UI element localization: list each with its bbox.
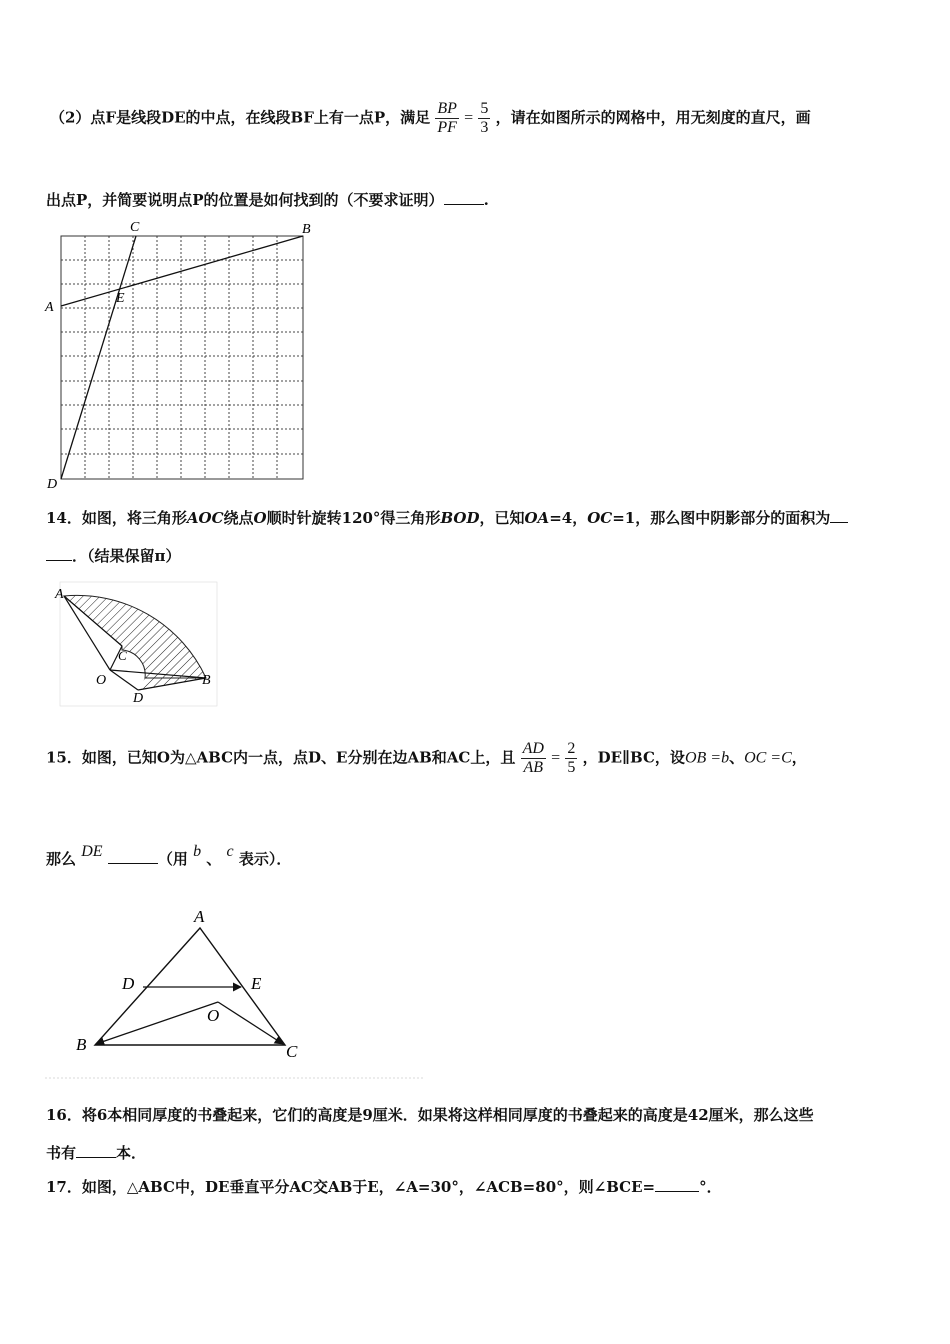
q16-line2-b: 本． bbox=[116, 1144, 147, 1162]
q15-value-den: 5 bbox=[567, 759, 576, 776]
q15-l2a: 那么 bbox=[46, 850, 77, 868]
q14-label-b: B bbox=[202, 673, 211, 688]
q14-p1: 14．如图，将三角形 bbox=[46, 509, 187, 527]
q13-line-cd bbox=[61, 236, 136, 479]
q16-line1 bbox=[46, 1104, 814, 1125]
q13-value-num: 5 bbox=[480, 100, 489, 117]
q13-label-c: C bbox=[130, 220, 140, 235]
q13-line1 bbox=[50, 100, 811, 137]
q15-label-o: O bbox=[207, 1006, 220, 1025]
q15-label-b: B bbox=[76, 1035, 87, 1054]
q15-l2d: 表示）． bbox=[238, 850, 292, 868]
q13-label-d: D bbox=[47, 477, 58, 491]
q13-line-ab bbox=[61, 236, 303, 306]
q15-label-a: A bbox=[194, 907, 205, 926]
q15-p1: 15．如图，已知O为△ABC内一点，点D、E分别在边AB和AC上，且 bbox=[46, 748, 516, 767]
q14-figure bbox=[50, 578, 230, 708]
q13-grid-border bbox=[61, 236, 303, 479]
q15-equals: = bbox=[551, 749, 561, 767]
q15-value-num: 2 bbox=[567, 740, 576, 757]
q15-vector-de: DE bbox=[81, 843, 103, 860]
q13-answer-blank bbox=[444, 192, 484, 205]
q13-value-fraction bbox=[478, 100, 490, 137]
q14-line2 bbox=[46, 545, 180, 566]
q14-answer-blank-b bbox=[46, 548, 72, 561]
q13-line2-end: . bbox=[483, 191, 489, 209]
q15-line1 bbox=[46, 740, 807, 777]
q14-p2: 绕点 bbox=[223, 509, 254, 527]
q15-l2b: （用 bbox=[157, 850, 188, 868]
q17-answer-blank bbox=[655, 1179, 699, 1192]
q14-t4: OA bbox=[524, 509, 550, 527]
q15-vector-ob: OB =b bbox=[684, 749, 730, 767]
q14-shaded-region bbox=[64, 595, 206, 678]
q15-label-c: C bbox=[286, 1042, 298, 1061]
q13-label-e: E bbox=[116, 291, 125, 306]
q16-answer-blank bbox=[76, 1145, 116, 1158]
q13-prefix: （2）点F是线段DE的中点，在线段BF上有一点P，满足 bbox=[50, 108, 431, 127]
q13-label-a: A bbox=[45, 300, 54, 315]
q13-grid-figure bbox=[40, 216, 320, 491]
q15-ratio-den: AB bbox=[523, 759, 544, 776]
q14-answer-blank-a bbox=[830, 510, 848, 523]
q15-l2c: 、 bbox=[206, 850, 222, 868]
q14-label-d: D bbox=[133, 691, 144, 706]
q14-seg-od bbox=[110, 670, 138, 690]
q14-p5: =4， bbox=[549, 509, 588, 527]
q14-line2-end: ．（结果保留π） bbox=[72, 547, 181, 565]
q15-p2: ，DE∥BC，设 bbox=[582, 748, 685, 767]
q16-line1-text: 16．将6本相同厚度的书叠起来，它们的高度是9厘米．如果将这样相同厚度的书叠起来的高度是42厘米，那么这些 bbox=[46, 1106, 814, 1124]
q14-t1: AOC bbox=[186, 509, 224, 527]
q14-t2: O bbox=[253, 509, 267, 527]
q15-p3: ， bbox=[791, 748, 807, 767]
q15-line2 bbox=[46, 843, 292, 869]
q13-ratio-num: BP bbox=[437, 100, 457, 117]
q16-line2-a: 书有 bbox=[46, 1144, 77, 1162]
q15-answer-blank bbox=[108, 851, 158, 864]
q13-ratio-den: PF bbox=[437, 119, 457, 136]
q14-t5: OC bbox=[587, 509, 613, 527]
q15-label-e: E bbox=[251, 974, 262, 993]
q14-t3: BOD bbox=[440, 509, 480, 527]
q15-ratio-fraction bbox=[521, 740, 546, 777]
q15-sep: 、 bbox=[729, 748, 745, 767]
q13-label-b: B bbox=[302, 222, 311, 237]
q15-value-fraction bbox=[565, 740, 577, 777]
q13-equals: = bbox=[464, 109, 474, 127]
q13-suffix: ，请在如图所示的网格中，用无刻度的直尺，画 bbox=[495, 108, 811, 127]
q14-label-c: C bbox=[118, 648, 127, 663]
q14-p3: 顺时针旋转120°得三角形 bbox=[266, 509, 441, 527]
q13-line2-text: 出点P，并简要说明点P的位置是如何找到的（不要求证明） bbox=[46, 191, 444, 209]
q13-line2 bbox=[46, 189, 489, 210]
q14-label-o: O bbox=[96, 673, 107, 688]
q14-label-a: A bbox=[55, 587, 64, 602]
q15-figure bbox=[40, 895, 430, 1080]
q17-end: °． bbox=[699, 1178, 722, 1196]
q15-vector-oc: OC =C bbox=[744, 749, 792, 767]
q16-line2 bbox=[46, 1142, 146, 1163]
q13-ratio-fraction bbox=[435, 100, 459, 137]
q14-line1 bbox=[46, 507, 848, 528]
q15-var-c: c bbox=[226, 843, 234, 860]
q15-ratio-num: AD bbox=[522, 740, 544, 757]
q15-var-b: b bbox=[193, 843, 202, 860]
q17-line1 bbox=[46, 1176, 722, 1197]
q15-vector-oc-line bbox=[218, 1002, 283, 1044]
q14-p4: ，已知 bbox=[479, 509, 525, 527]
q17-text: 17．如图，△ABC中，DE垂直平分AC交AB于E，∠A=30°，∠ACB=80°，则∠BCE= bbox=[46, 1178, 656, 1196]
q15-label-d: D bbox=[122, 974, 135, 993]
q14-p6: =1，那么图中阴影部分的面积为 bbox=[612, 509, 831, 527]
q13-value-den: 3 bbox=[480, 119, 489, 136]
q13-grid bbox=[61, 236, 303, 479]
